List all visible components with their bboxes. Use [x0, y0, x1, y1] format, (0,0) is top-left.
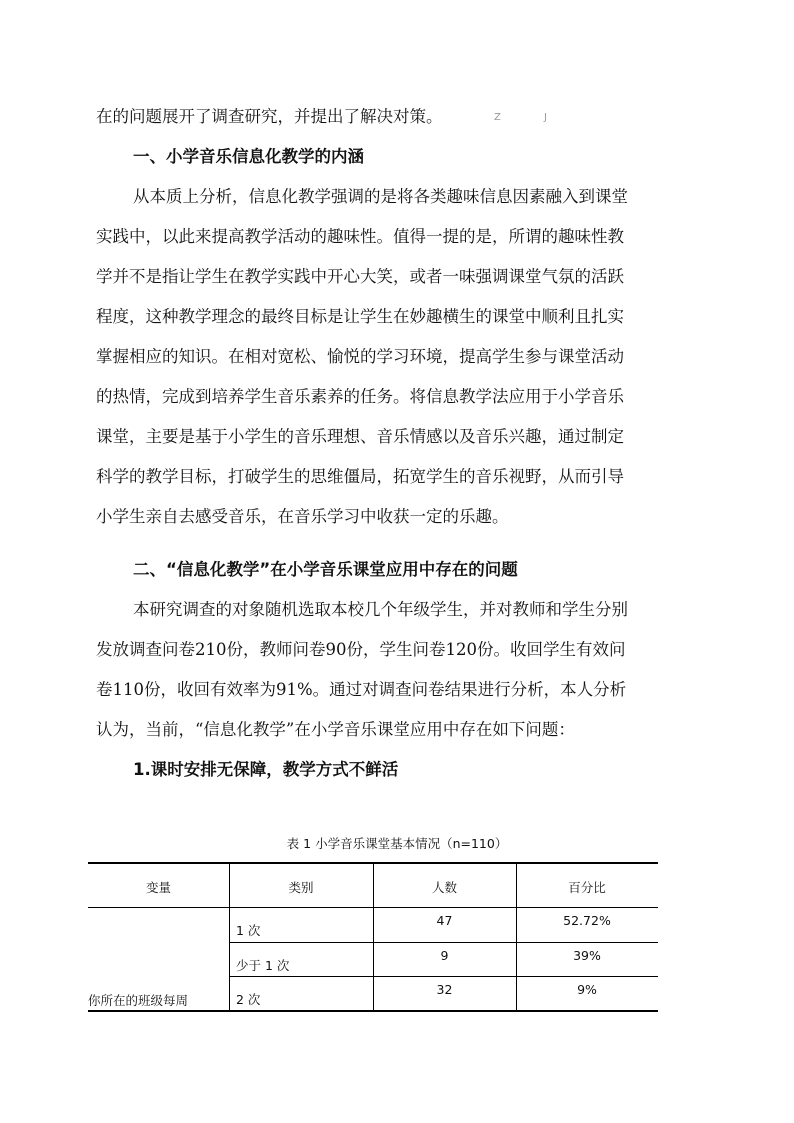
stray-marks: Z J — [494, 112, 567, 123]
paragraph-line: 学并不是指让学生在教学实践中开心大笑，或者一味强调课堂气氛的活跃 — [96, 267, 624, 286]
header-category: 类别 — [288, 880, 314, 895]
header-variable: 变量 — [145, 880, 171, 895]
row-rule — [229, 976, 658, 977]
row-count: 32 — [436, 982, 453, 997]
paragraph-line: 的热情，完成到培养学生音乐素养的任务。将信息教学法应用于小学音乐 — [96, 387, 624, 406]
row-category: 1 次 — [236, 923, 261, 938]
paragraph-line: 小学生亲自去感受音乐，在音乐学习中收获一定的乐趣。 — [96, 507, 509, 526]
variable-label: 你所在的班级每周 — [88, 993, 189, 1008]
row-count: 9 — [440, 948, 449, 963]
header-percent: 百分比 — [568, 880, 606, 895]
row-percent: 9% — [577, 982, 597, 997]
row-category: 2 次 — [236, 992, 261, 1007]
row-rule — [229, 942, 658, 943]
paragraph-line: 程度，这种教学理念的最终目标是让学生在妙趣横生的课堂中顺利且扎实 — [96, 307, 624, 326]
section-heading: 1.课时安排无保障，教学方式不鲜活 — [133, 760, 399, 779]
row-count: 47 — [436, 913, 453, 928]
paragraph-line: 科学的教学目标，打破学生的思维僵局，拓宽学生的音乐视野，从而引导 — [96, 467, 624, 486]
paragraph-line: 发放调查问卷210份，教师问卷90份，学生问卷120份。收回学生有效问 — [96, 640, 626, 659]
paragraph-line: 本研究调查的对象随机选取本校几个年级学生，并对教师和学生分别 — [133, 600, 628, 619]
paragraph-line: 在的问题展开了调查研究，并提出了解决对策。 — [96, 107, 443, 126]
paragraph-line: 从本质上分析，信息化教学强调的是将各类趣味信息因素融入到课堂 — [133, 187, 628, 206]
row-percent: 52.72% — [563, 913, 611, 928]
paragraph-line: 实践中，以此来提高教学活动的趣味性。值得一提的是，所谓的趣味性教 — [96, 227, 624, 246]
paragraph-line: 认为，当前，“信息化教学”在小学音乐课堂应用中存在如下问题： — [96, 720, 575, 739]
section-heading: 二、“信息化教学”在小学音乐课堂应用中存在的问题 — [133, 560, 518, 579]
paragraph-line: 掌握相应的知识。在相对宽松、愉悦的学习环境，提高学生参与课堂活动 — [96, 347, 624, 366]
row-percent: 39% — [573, 948, 601, 963]
header-count: 人数 — [431, 880, 457, 895]
data-table — [88, 862, 658, 1012]
table-caption: 表 1 小学音乐课堂基本情况（n=110） — [286, 836, 508, 851]
table-bottom-rule — [88, 1010, 658, 1012]
section-heading: 一、小学音乐信息化教学的内涵 — [133, 147, 364, 166]
paragraph-line: 课堂，主要是基于小学生的音乐理想、音乐情感以及音乐兴趣，通过制定 — [96, 427, 624, 446]
row-category: 少于 1 次 — [236, 958, 290, 973]
paragraph-line: 卷110份，收回有效率为91%。通过对调查问卷结果进行分析，本人分析 — [96, 680, 627, 699]
